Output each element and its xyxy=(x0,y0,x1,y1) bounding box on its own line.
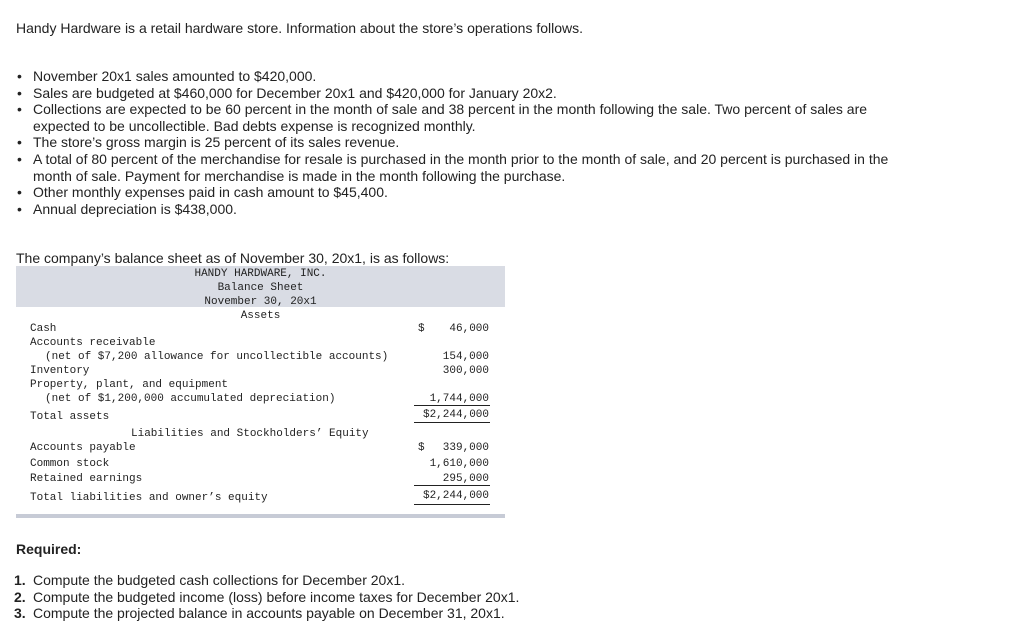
ap-label: Accounts payable xyxy=(30,442,136,454)
ppe-label: Property, plant, and equipment xyxy=(30,379,229,391)
list-item: • Sales are budgeted at $460,000 for December 20x1 and $420,000 for January 20x2. xyxy=(16,85,896,102)
subtotal-rule xyxy=(414,405,490,406)
list-item: • Annual depreciation is $438,000. xyxy=(16,201,896,218)
cash-label: Cash xyxy=(30,323,57,335)
balance-sheet-intro: The company’s balance sheet as of November 30, 20x1, is as follows: xyxy=(16,250,450,266)
list-item: • Collections are expected to be 60 percent in the month of sale and 38 percent in the month following the sale. Two percent of sales are expected to be uncollectible. Bad debts expense is recognized monthly. xyxy=(16,101,896,134)
ar-sublabel: (net of $7,200 allowance for uncollectible accounts) xyxy=(45,351,389,363)
company-name: HANDY HARDWARE, INC. xyxy=(194,268,327,280)
cash-amount: 46,000 xyxy=(449,323,489,335)
statement-date: November 30, 20x1 xyxy=(204,296,317,308)
assets-heading: Assets xyxy=(240,310,281,322)
total-rule xyxy=(414,422,490,423)
inventory-amount: 300,000 xyxy=(442,365,489,377)
required-questions xyxy=(14,572,519,622)
total-assets-label: Total assets xyxy=(30,411,110,423)
question-number: 3. xyxy=(14,605,26,622)
question-number: 1. xyxy=(14,572,26,588)
total-liabilities-label: Total liabilities and owner’s equity xyxy=(30,492,268,504)
required-heading: Required: xyxy=(16,541,82,557)
question-text: Compute the budgeted cash collections for December 20x1. xyxy=(33,572,405,588)
common-stock-label: Common stock xyxy=(30,458,110,470)
total-assets-amount: $2,244,000 xyxy=(422,409,489,421)
question-text: Compute the projected balance in accounts payable on December 31, 20x1. xyxy=(33,605,505,622)
balance-sheet-footer-band xyxy=(16,514,505,518)
cash-dollar-sign: $ xyxy=(418,323,425,335)
liabilities-heading: Liabilities and Stockholders’ Equity xyxy=(131,428,369,440)
balance-sheet xyxy=(16,266,505,518)
ppe-sublabel: (net of $1,200,000 accumulated depreciation) xyxy=(45,393,336,405)
question-number: 2. xyxy=(14,588,26,605)
list-item: • Other monthly expenses paid in cash amount to $45,400. xyxy=(16,184,896,201)
ap-dollar-sign: $ xyxy=(418,442,425,454)
common-stock-amount: 1,610,000 xyxy=(429,458,489,470)
list-item xyxy=(14,605,519,622)
ar-amount: 154,000 xyxy=(442,351,489,363)
retained-earnings-amount: 295,000 xyxy=(442,473,489,485)
ar-label: Accounts receivable xyxy=(30,337,156,349)
question-text: Compute the budgeted income (loss) before income taxes for December 20x1. xyxy=(33,588,520,605)
list-item xyxy=(14,572,519,589)
intro-paragraph: Handy Hardware is a retail hardware store. Information about the store’s operations follows. xyxy=(16,20,584,36)
list-item: • A total of 80 percent of the merchandise for resale is purchased in the month prior to the month of sale, and 20 percent is purchased in the month of sale. Payment for merchandise is made in the month following the purchase. xyxy=(16,151,896,184)
inventory-label: Inventory xyxy=(30,365,90,377)
operations-list xyxy=(16,68,896,217)
subtotal-rule xyxy=(414,485,490,486)
total-rule xyxy=(414,504,490,505)
ap-amount: 339,000 xyxy=(442,442,489,454)
list-item: • November 20x1 sales amounted to $420,000. xyxy=(16,68,896,85)
list-item: • The store’s gross margin is 25 percent of its sales revenue. xyxy=(16,134,896,151)
statement-title: Balance Sheet xyxy=(217,282,304,294)
retained-earnings-label: Retained earnings xyxy=(30,473,143,485)
total-liabilities-amount: $2,244,000 xyxy=(422,490,489,502)
ppe-amount: 1,744,000 xyxy=(429,393,489,405)
list-item xyxy=(14,589,519,606)
